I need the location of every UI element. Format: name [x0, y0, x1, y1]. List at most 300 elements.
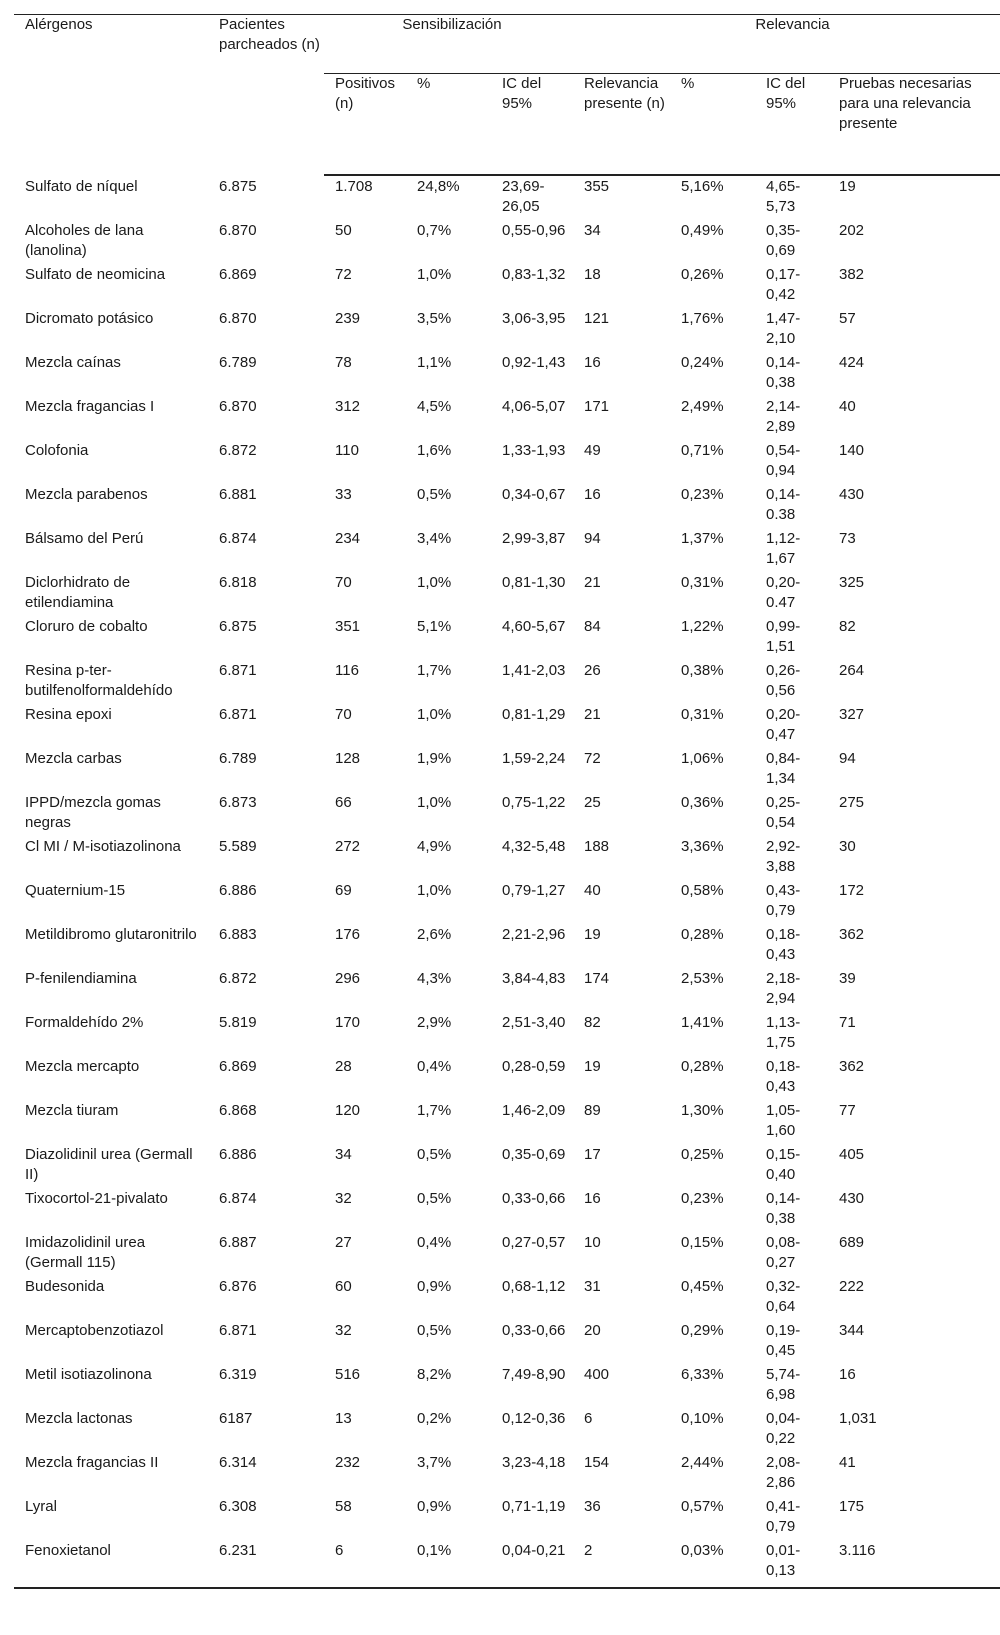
cell-tests-needed: 275: [839, 794, 865, 811]
cell-ci: 0,83-1,32: [502, 266, 566, 283]
allergen-table: [14, 14, 1000, 1589]
cell-relevance-ci: 2,18-2,94: [766, 970, 801, 1007]
cell-ci: 0,81-1,30: [502, 574, 566, 591]
cell-relevance-pct: 0,29%: [681, 1322, 724, 1339]
table-row: [14, 1231, 1000, 1275]
cell-pct: 1,0%: [417, 266, 452, 283]
table-body: [14, 175, 1000, 1588]
cell-allergen: Mezcla mercapto: [25, 1058, 140, 1075]
cell-ci: 2,51-3,40: [502, 1014, 566, 1031]
cell-relevance-ci: 1,47-2,10: [766, 310, 801, 347]
cell-positives: 110: [335, 442, 359, 459]
cell-pct: 24,8%: [417, 178, 460, 195]
cell-patients: 6.871: [219, 662, 257, 679]
cell-tests-needed: 94: [839, 750, 856, 767]
cell-relevance-present: 154: [584, 1454, 610, 1471]
cell-relevance-ci: 0,43-0,79: [766, 882, 801, 919]
cell-ci: 0,75-1,22: [502, 794, 566, 811]
cell-tests-needed: 202: [839, 222, 865, 239]
cell-ci: 0,35-0,69: [502, 1146, 566, 1163]
cell-patients: 6.789: [219, 354, 257, 371]
cell-ci: 0,04-0,21: [491, 1539, 573, 1588]
header-positives: Positivos (n): [324, 74, 406, 176]
cell-allergen: Mezcla carbas: [25, 750, 122, 767]
cell-relevance-pct: 2,49%: [681, 398, 724, 415]
cell-ci: 0,12-0,36: [502, 1410, 566, 1427]
table-row: [14, 571, 1000, 615]
cell-relevance-present: 6: [584, 1410, 593, 1427]
header-relevance: Relevancia: [573, 15, 1000, 74]
cell-pct: 0,9%: [417, 1498, 452, 1515]
cell-relevance-ci: 0,19-0,45: [766, 1322, 801, 1359]
cell-patients: 6.314: [219, 1454, 257, 1471]
cell-tests-needed: 57: [839, 310, 856, 327]
cell-relevance-pct: 1,22%: [681, 618, 724, 635]
header-patients: Pacientes parcheados (n): [208, 15, 324, 176]
cell-relevance-present: 400: [584, 1366, 610, 1383]
cell-relevance-present: 82: [584, 1014, 601, 1031]
table-row: [14, 1451, 1000, 1495]
cell-relevance-pct: 0,25%: [681, 1146, 724, 1163]
cell-positives: 234: [335, 530, 361, 547]
cell-pct: 0,9%: [417, 1278, 452, 1295]
cell-relevance-present: 17: [584, 1146, 601, 1163]
cell-relevance-present: 16: [584, 354, 601, 371]
cell-allergen: Cl MI / M-isotiazolinona: [25, 838, 181, 855]
cell-pct: 0,7%: [417, 222, 452, 239]
cell-pct: 2,6%: [417, 926, 452, 943]
cell-ci: 0,28-0,59: [502, 1058, 566, 1075]
cell-allergen: Sulfato de neomicina: [25, 266, 166, 283]
cell-ci: 2,21-2,96: [502, 926, 566, 943]
cell-tests-needed: 430: [839, 1190, 865, 1207]
cell-relevance-pct: 0,23%: [681, 486, 724, 503]
cell-tests-needed: 689: [839, 1234, 865, 1251]
cell-ci: 3,23-4,18: [502, 1454, 566, 1471]
cell-patients: 6.886: [219, 882, 257, 899]
cell-patients: 6.873: [219, 794, 257, 811]
cell-tests-needed: 82: [839, 618, 856, 635]
cell-positives: 72: [335, 266, 352, 283]
cell-ci: 7,49-8,90: [502, 1366, 566, 1383]
cell-relevance-ci: 0,26-0,56: [766, 662, 801, 699]
table-row: [14, 439, 1000, 483]
table-row: [14, 1099, 1000, 1143]
table-row: [14, 175, 1000, 219]
cell-patients: 6.870: [219, 310, 257, 327]
cell-positives: 6: [324, 1539, 406, 1588]
cell-relevance-present: 21: [584, 574, 601, 591]
cell-patients: 6.818: [219, 574, 257, 591]
cell-positives: 69: [335, 882, 352, 899]
cell-relevance-present: 20: [584, 1322, 601, 1339]
table-row: [14, 395, 1000, 439]
cell-relevance-pct: 0,03%: [670, 1539, 755, 1588]
cell-pct: 0,1%: [406, 1539, 491, 1588]
table-row: [14, 1187, 1000, 1231]
cell-positives: 70: [335, 706, 352, 723]
cell-relevance-present: 121: [584, 310, 610, 327]
cell-relevance-pct: 0,38%: [681, 662, 724, 679]
cell-positives: 70: [335, 574, 352, 591]
cell-positives: 60: [335, 1278, 352, 1295]
cell-pct: 0,5%: [417, 486, 452, 503]
cell-relevance-pct: 2,44%: [681, 1454, 724, 1471]
cell-relevance-present: 171: [584, 398, 610, 415]
cell-patients: 6187: [219, 1410, 253, 1427]
cell-tests-needed: 327: [839, 706, 865, 723]
cell-tests-needed: 40: [839, 398, 856, 415]
cell-ci: 23,69-26,05: [502, 178, 545, 215]
cell-tests-needed: 77: [839, 1102, 856, 1119]
cell-relevance-ci: 0,84-1,34: [766, 750, 801, 787]
cell-positives: 27: [335, 1234, 352, 1251]
table-row: [14, 1055, 1000, 1099]
cell-tests-needed: 172: [839, 882, 865, 899]
cell-positives: 312: [335, 398, 361, 415]
cell-allergen: Fenoxietanol: [14, 1539, 208, 1588]
cell-patients: 6.886: [219, 1146, 257, 1163]
cell-tests-needed: 430: [839, 486, 865, 503]
cell-pct: 1,0%: [417, 574, 452, 591]
cell-tests-needed: 3.116: [828, 1539, 1000, 1588]
cell-allergen: Quaternium-15: [25, 882, 126, 899]
cell-positives: 32: [335, 1322, 352, 1339]
cell-relevance-ci: 0,01-0,13: [755, 1539, 828, 1588]
cell-tests-needed: 344: [839, 1322, 865, 1339]
cell-relevance-ci: 0,17-0,42: [766, 266, 801, 303]
cell-patients: 5.589: [219, 838, 257, 855]
header-relevance-pct: %: [670, 74, 755, 176]
table-row: [14, 307, 1000, 351]
cell-relevance-pct: 0,28%: [681, 926, 724, 943]
table-header: [14, 15, 1000, 176]
cell-patients: 5.819: [219, 1014, 257, 1031]
cell-allergen: Diclorhidrato de etilendiamina: [25, 574, 131, 611]
cell-ci: 4,32-5,48: [502, 838, 566, 855]
cell-ci: 3,84-4,83: [502, 970, 566, 987]
cell-relevance-ci: 0,54-0,94: [766, 442, 801, 479]
table-row: [14, 1319, 1000, 1363]
cell-relevance-pct: 5,16%: [681, 178, 724, 195]
cell-pct: 3,7%: [417, 1454, 452, 1471]
cell-ci: 0,92-1,43: [502, 354, 566, 371]
cell-allergen: Mezcla fragancias II: [25, 1454, 159, 1471]
cell-relevance-present: 36: [584, 1498, 601, 1515]
cell-ci: 3,06-3,95: [502, 310, 566, 327]
cell-patients: 6.869: [219, 1058, 257, 1075]
cell-patients: 6.870: [219, 398, 257, 415]
cell-relevance-pct: 1,30%: [681, 1102, 724, 1119]
cell-relevance-present: 31: [584, 1278, 601, 1295]
cell-ci: 0,33-0,66: [502, 1190, 566, 1207]
cell-allergen: Tixocortol-21-pivalato: [25, 1190, 168, 1207]
cell-relevance-present: 34: [584, 222, 601, 239]
cell-relevance-pct: 0,36%: [681, 794, 724, 811]
cell-ci: 1,41-2,03: [502, 662, 566, 679]
cell-relevance-pct: 0,15%: [681, 1234, 724, 1251]
cell-ci: 0,34-0,67: [502, 486, 566, 503]
cell-relevance-present: 21: [584, 706, 601, 723]
table-row: [14, 615, 1000, 659]
cell-positives: 58: [335, 1498, 352, 1515]
cell-allergen: Resina p-ter-butilfenolformaldehído: [25, 662, 173, 699]
cell-pct: 1,1%: [417, 354, 452, 371]
cell-relevance-pct: 2,53%: [681, 970, 724, 987]
cell-relevance-pct: 3,36%: [681, 838, 724, 855]
table-row: [14, 1275, 1000, 1319]
cell-relevance-present: 2: [573, 1539, 670, 1588]
cell-allergen: Budesonida: [25, 1278, 105, 1295]
cell-relevance-pct: 6,33%: [681, 1366, 724, 1383]
cell-positives: 66: [335, 794, 352, 811]
cell-ci: 2,99-3,87: [502, 530, 566, 547]
cell-allergen: Bálsamo del Perú: [25, 530, 144, 547]
cell-positives: 239: [335, 310, 361, 327]
cell-ci: 0,33-0,66: [502, 1322, 566, 1339]
table-row: [14, 1011, 1000, 1055]
header-row-top: [14, 15, 1000, 74]
cell-positives: 170: [335, 1014, 361, 1031]
cell-tests-needed: 1,031: [839, 1410, 877, 1427]
table-row: [14, 1495, 1000, 1539]
cell-relevance-pct: 0,23%: [681, 1190, 724, 1207]
cell-relevance-pct: 0,10%: [681, 1410, 724, 1427]
cell-allergen: Colofonia: [25, 442, 89, 459]
cell-positives: 13: [335, 1410, 352, 1427]
cell-pct: 4,5%: [417, 398, 452, 415]
cell-allergen: Mezcla caínas: [25, 354, 121, 371]
cell-tests-needed: 175: [839, 1498, 865, 1515]
cell-relevance-ci: 0,14-0.38: [766, 486, 801, 523]
cell-patients: 6.871: [219, 706, 257, 723]
cell-allergen: Mezcla fragancias I: [25, 398, 155, 415]
cell-patients: 6.871: [219, 1322, 257, 1339]
cell-relevance-pct: 0,24%: [681, 354, 724, 371]
cell-relevance-present: 26: [584, 662, 601, 679]
cell-relevance-ci: 5,74-6,98: [766, 1366, 801, 1403]
cell-ci: 0,27-0,57: [502, 1234, 566, 1251]
header-tests-needed: Pruebas necesarias para una relevancia presente: [828, 74, 1000, 176]
cell-relevance-present: 19: [584, 926, 601, 943]
cell-positives: 351: [335, 618, 361, 635]
cell-positives: 116: [335, 662, 359, 679]
cell-relevance-pct: 0,31%: [681, 706, 724, 723]
cell-pct: 1,0%: [417, 706, 452, 723]
cell-patients: 6.308: [219, 1498, 257, 1515]
cell-tests-needed: 73: [839, 530, 856, 547]
cell-relevance-present: 188: [584, 838, 610, 855]
cell-positives: 176: [335, 926, 361, 943]
cell-relevance-pct: 1,06%: [681, 750, 724, 767]
cell-allergen: Cloruro de cobalto: [25, 618, 148, 635]
cell-allergen: Imidazolidinil urea (Germall 115): [25, 1234, 146, 1271]
table-row: [14, 791, 1000, 835]
cell-relevance-pct: 0,49%: [681, 222, 724, 239]
cell-relevance-ci: 0,18-0,43: [766, 1058, 801, 1095]
table-row: [14, 967, 1000, 1011]
cell-relevance-ci: 0,08-0,27: [766, 1234, 801, 1271]
header-sensitization: Sensibilización: [324, 15, 573, 74]
cell-relevance-present: 10: [584, 1234, 601, 1251]
cell-relevance-ci: 0,18-0,43: [766, 926, 801, 963]
cell-patients: 6.887: [219, 1234, 257, 1251]
cell-allergen: Lyral: [25, 1498, 57, 1515]
cell-relevance-ci: 0,99-1,51: [766, 618, 801, 655]
cell-pct: 2,9%: [417, 1014, 452, 1031]
table-row: [14, 527, 1000, 571]
cell-tests-needed: 424: [839, 354, 865, 371]
cell-positives: 50: [335, 222, 352, 239]
cell-ci: 4,06-5,07: [502, 398, 566, 415]
cell-pct: 3,4%: [417, 530, 452, 547]
cell-patients: 6.870: [219, 222, 257, 239]
cell-relevance-pct: 0,31%: [681, 574, 724, 591]
cell-ci: 0,81-1,29: [502, 706, 566, 723]
cell-pct: 4,9%: [417, 838, 452, 855]
cell-allergen: Mezcla lactonas: [25, 1410, 133, 1427]
cell-relevance-pct: 0,26%: [681, 266, 724, 283]
table-row: [14, 483, 1000, 527]
cell-ci: 1,33-1,93: [502, 442, 566, 459]
cell-relevance-pct: 0,45%: [681, 1278, 724, 1295]
cell-allergen: IPPD/mezcla gomas negras: [25, 794, 161, 831]
cell-relevance-pct: 1,41%: [681, 1014, 724, 1031]
cell-relevance-ci: 1,05-1,60: [766, 1102, 801, 1139]
cell-pct: 5,1%: [417, 618, 452, 635]
cell-tests-needed: 19: [839, 178, 856, 195]
cell-positives: 78: [335, 354, 352, 371]
cell-patients: 6.869: [219, 266, 257, 283]
cell-pct: 3,5%: [417, 310, 452, 327]
cell-pct: 0,4%: [417, 1058, 452, 1075]
cell-allergen: Mezcla tiuram: [25, 1102, 119, 1119]
cell-tests-needed: 222: [839, 1278, 865, 1295]
table-row: [14, 1539, 1000, 1588]
cell-ci: 4,60-5,67: [502, 618, 566, 635]
cell-tests-needed: 16: [839, 1366, 856, 1383]
table-row: [14, 351, 1000, 395]
cell-positives: 272: [335, 838, 361, 855]
cell-allergen: Mercaptobenzotiazol: [25, 1322, 164, 1339]
cell-relevance-pct: 0,57%: [681, 1498, 724, 1515]
cell-positives: 128: [335, 750, 361, 767]
cell-patients: 6.868: [219, 1102, 257, 1119]
cell-tests-needed: 41: [839, 1454, 856, 1471]
cell-relevance-ci: 0,15-0,40: [766, 1146, 801, 1183]
cell-tests-needed: 71: [839, 1014, 856, 1031]
cell-pct: 8,2%: [417, 1366, 452, 1383]
cell-patients: 6.881: [219, 486, 257, 503]
cell-relevance-present: 19: [584, 1058, 601, 1075]
cell-relevance-ci: 0,41-0,79: [766, 1498, 801, 1535]
table-row: [14, 1143, 1000, 1187]
cell-relevance-pct: 0,58%: [681, 882, 724, 899]
cell-relevance-ci: 0,04-0,22: [766, 1410, 801, 1447]
cell-patients: 6.875: [219, 178, 257, 195]
cell-relevance-ci: 0,20-0,47: [766, 706, 801, 743]
cell-pct: 1,9%: [417, 750, 452, 767]
cell-relevance-present: 49: [584, 442, 601, 459]
cell-allergen: Resina epoxi: [25, 706, 112, 723]
cell-relevance-ci: 0,20-0.47: [766, 574, 801, 611]
cell-allergen: Formaldehído 2%: [25, 1014, 144, 1031]
cell-relevance-present: 89: [584, 1102, 601, 1119]
header-ci: IC del 95%: [491, 74, 573, 176]
cell-relevance-ci: 2,92-3,88: [766, 838, 801, 875]
table-row: [14, 835, 1000, 879]
cell-relevance-ci: 0,14-0,38: [766, 354, 801, 391]
cell-allergen: Alcoholes de lana (lanolina): [25, 222, 144, 259]
cell-patients: 6.883: [219, 926, 257, 943]
cell-pct: 1,7%: [417, 662, 452, 679]
cell-tests-needed: 39: [839, 970, 856, 987]
table-row: [14, 747, 1000, 791]
header-allergens: Alérgenos: [14, 15, 208, 176]
cell-tests-needed: 264: [839, 662, 865, 679]
cell-relevance-present: 25: [584, 794, 601, 811]
cell-relevance-present: 40: [584, 882, 601, 899]
cell-positives: 120: [335, 1102, 361, 1119]
table-row: [14, 879, 1000, 923]
cell-pct: 0,5%: [417, 1146, 452, 1163]
cell-relevance-ci: 4,65-5,73: [766, 178, 801, 215]
table-row: [14, 923, 1000, 967]
cell-allergen: Mezcla parabenos: [25, 486, 148, 503]
cell-relevance-present: 174: [584, 970, 610, 987]
cell-patients: 6.874: [219, 1190, 257, 1207]
cell-pct: 0,2%: [417, 1410, 452, 1427]
cell-positives: 34: [335, 1146, 352, 1163]
cell-relevance-ci: 0,35-0,69: [766, 222, 801, 259]
cell-pct: 0,5%: [417, 1322, 452, 1339]
cell-relevance-ci: 0,14-0,38: [766, 1190, 801, 1227]
table-row: [14, 1407, 1000, 1451]
cell-tests-needed: 405: [839, 1146, 865, 1163]
cell-relevance-present: 94: [584, 530, 601, 547]
cell-patients: 6.872: [219, 970, 257, 987]
cell-ci: 1,46-2,09: [502, 1102, 566, 1119]
header-pct: %: [406, 74, 491, 176]
cell-relevance-present: 16: [584, 486, 601, 503]
cell-ci: 0,68-1,12: [502, 1278, 566, 1295]
cell-positives: 232: [335, 1454, 361, 1471]
cell-positives: 28: [335, 1058, 352, 1075]
cell-relevance-present: 355: [584, 178, 610, 195]
cell-relevance-ci: 1,13-1,75: [766, 1014, 801, 1051]
cell-allergen: Metil isotiazolinona: [25, 1366, 152, 1383]
table-row: [14, 1363, 1000, 1407]
cell-relevance-present: 72: [584, 750, 601, 767]
cell-positives: 1.708: [335, 178, 373, 195]
cell-relevance-present: 18: [584, 266, 601, 283]
cell-tests-needed: 325: [839, 574, 865, 591]
cell-positives: 33: [335, 486, 352, 503]
cell-allergen: Sulfato de níquel: [25, 178, 138, 195]
cell-relevance-ci: 0,32-0,64: [766, 1278, 801, 1315]
cell-patients: 6.875: [219, 618, 257, 635]
header-relevance-ci: IC del 95%: [755, 74, 828, 176]
cell-allergen: Metildibromo glutaronitrilo: [25, 926, 197, 943]
cell-pct: 1,7%: [417, 1102, 452, 1119]
cell-relevance-present: 16: [584, 1190, 601, 1207]
cell-patients: 6.789: [219, 750, 257, 767]
cell-relevance-ci: 2,08-2,86: [766, 1454, 801, 1491]
cell-patients: 6.876: [219, 1278, 257, 1295]
cell-tests-needed: 362: [839, 926, 865, 943]
table-row: [14, 659, 1000, 703]
table-row: [14, 219, 1000, 263]
